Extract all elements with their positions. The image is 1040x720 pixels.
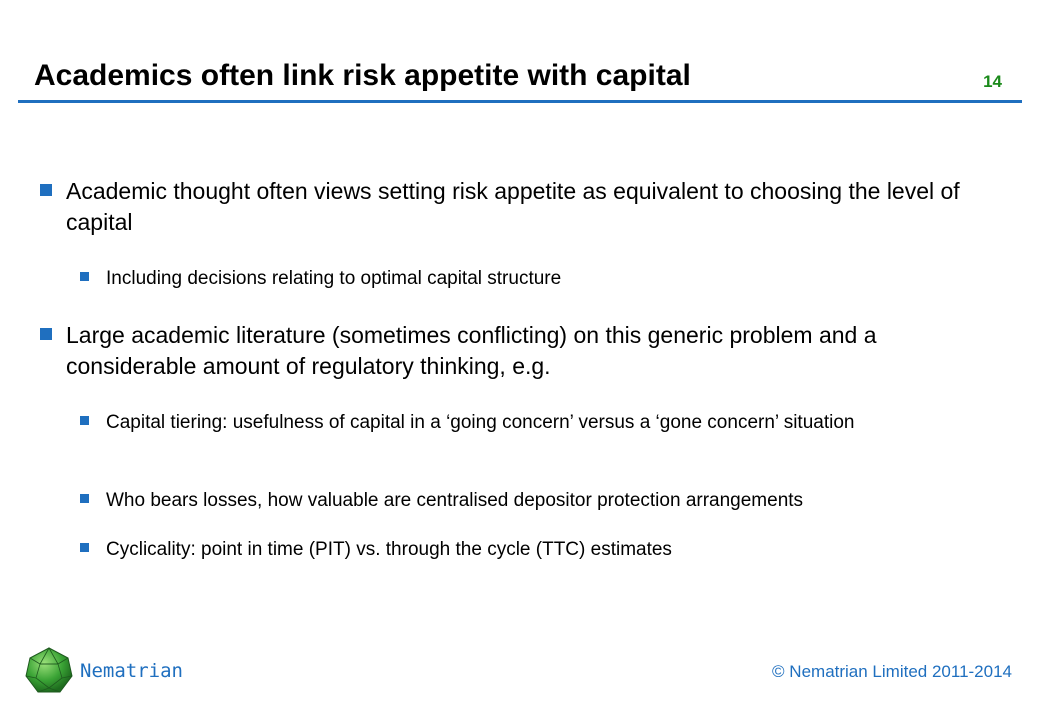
sub-bullet-text: Cyclicality: point in time (PIT) vs. through the cycle (TTC) estimates bbox=[106, 539, 672, 560]
sub-bullet-text: Capital tiering: usefulness of capital in a ‘going concern’ versus a ‘gone concern’ situation bbox=[106, 412, 855, 433]
footer-brand: Nematrian bbox=[80, 660, 183, 682]
sub-bullet-item bbox=[80, 487, 1010, 515]
bullet-item bbox=[40, 320, 990, 382]
green-polyhedron-icon bbox=[24, 646, 74, 696]
sub-bullet-text: Including decisions relating to optimal capital structure bbox=[106, 268, 562, 289]
bullet-text: Academic thought often views setting risk appetite as equivalent to choosing the level of capital bbox=[66, 178, 960, 235]
title-divider bbox=[18, 100, 1022, 103]
sub-bullet-square-icon bbox=[80, 543, 89, 552]
sub-bullet-square-icon bbox=[80, 272, 89, 281]
sub-bullet-item bbox=[80, 536, 1010, 564]
sub-bullet-square-icon bbox=[80, 494, 89, 503]
sub-bullet-item bbox=[80, 409, 1010, 437]
footer-copyright: © Nematrian Limited 2011-2014 bbox=[772, 662, 1012, 681]
bullet-square-icon bbox=[40, 328, 52, 340]
bullet-text: Large academic literature (sometimes conflicting) on this generic problem and a considerable amount of regulatory thinking, e.g. bbox=[66, 322, 877, 379]
sub-bullet-item bbox=[80, 265, 1010, 293]
bullet-item bbox=[40, 176, 990, 238]
bullet-square-icon bbox=[40, 184, 52, 196]
slide-title: Academics often link risk appetite with capital bbox=[34, 59, 691, 92]
slide-number: 14 bbox=[983, 72, 1002, 91]
sub-bullet-text: Who bears losses, how valuable are centralised depositor protection arrangements bbox=[106, 490, 804, 511]
sub-bullet-square-icon bbox=[80, 416, 89, 425]
